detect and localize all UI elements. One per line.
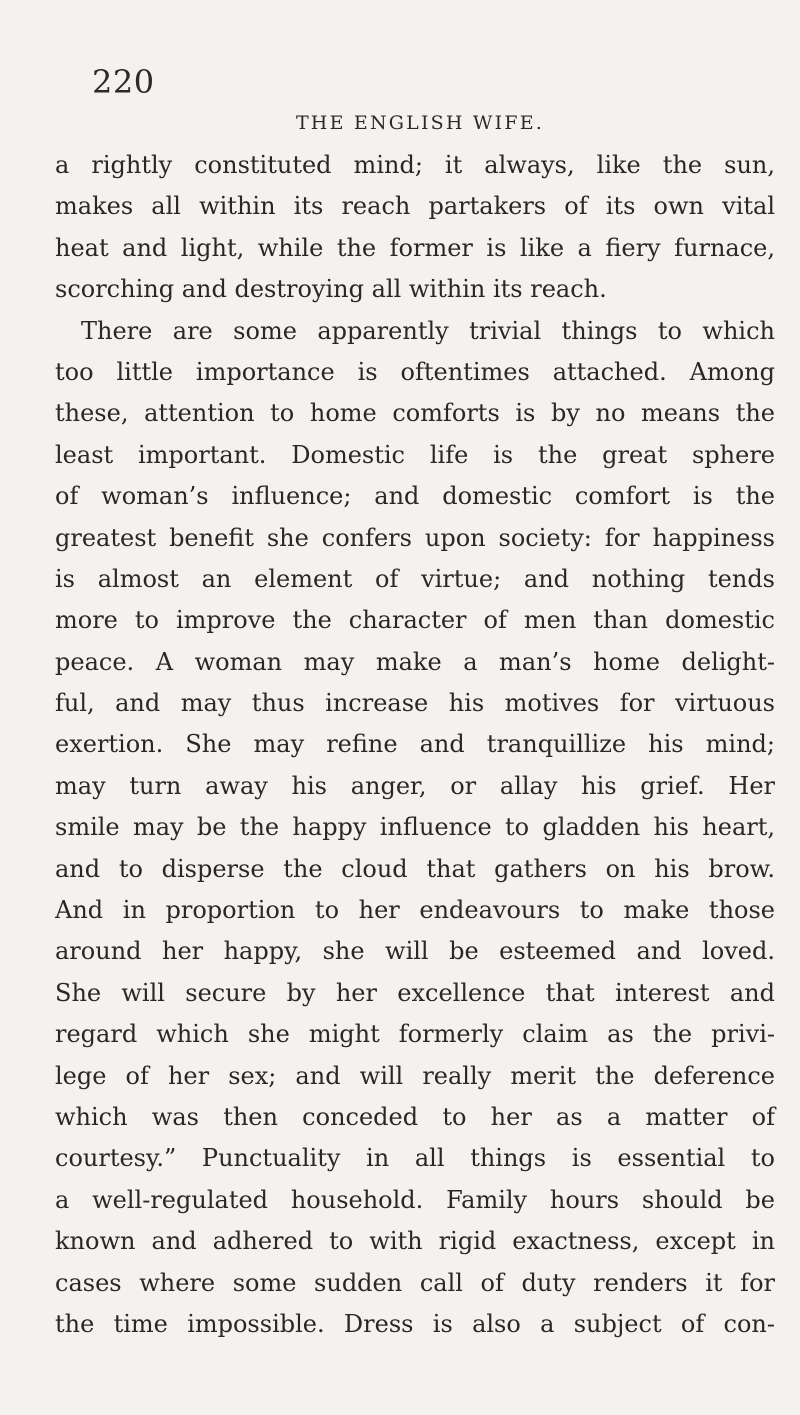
text-line: And in proportion to her endeavours to make those: [55, 896, 775, 925]
text-line: regard which she might formerly claim as the privi-: [55, 1020, 775, 1049]
page-number: 220: [92, 63, 155, 101]
body-text: [55, 145, 775, 1345]
text-line: more to improve the character of men than domestic: [55, 606, 775, 635]
text-line: too little importance is oftentimes attached. Among: [55, 357, 775, 386]
running-title: THE ENGLISH WIFE.: [295, 112, 545, 134]
text-line: cases where some sudden call of duty renders it for: [55, 1268, 775, 1297]
text-line: greatest benefit she confers upon society: for happiness: [55, 523, 775, 552]
text-line: around her happy, she will be esteemed and loved.: [55, 937, 775, 966]
text-line: and to disperse the cloud that gathers on his brow.: [55, 854, 775, 883]
text-line: makes all within its reach partakers of its own vital: [55, 192, 775, 221]
text-line: peace. A woman may make a man’s home delight-: [55, 647, 775, 676]
text-line: these, attention to home comforts is by no means the: [55, 399, 775, 428]
text-line: is almost an element of virtue; and nothing tends: [55, 564, 775, 593]
text-line: a well-regulated household. Family hours should be: [55, 1185, 775, 1214]
text-line: heat and light, while the former is like a fiery furnace,: [55, 233, 775, 262]
text-line: a rightly constituted mind; it always, like the sun,: [55, 151, 775, 179]
text-line: There are some apparently trivial things to which: [81, 316, 775, 345]
text-line: ful, and may thus increase his motives for virtuous: [55, 689, 775, 718]
text-line: exertion. She may refine and tranquillize his mind;: [55, 730, 775, 759]
text-line: courtesy.” Punctuality in all things is essential to: [55, 1144, 775, 1173]
text-line: of woman’s influence; and domestic comfort is the: [55, 482, 775, 511]
text-line: She will secure by her excellence that interest and: [55, 978, 775, 1007]
text-line: least important. Domestic life is the great sphere: [55, 440, 775, 469]
text-line: smile may be the happy influence to gladden his heart,: [55, 813, 775, 842]
text-line: may turn away his anger, or allay his grief. Her: [55, 771, 775, 800]
text-line: the time impossible. Dress is also a subject of con-: [55, 1309, 775, 1338]
text-line: scorching and destroying all within its reach.: [55, 275, 607, 304]
text-line: lege of her sex; and will really merit the deference: [55, 1061, 775, 1090]
text-line: which was then conceded to her as a matter of: [55, 1102, 775, 1131]
text-line: known and adhered to with rigid exactness, except in: [55, 1227, 775, 1256]
